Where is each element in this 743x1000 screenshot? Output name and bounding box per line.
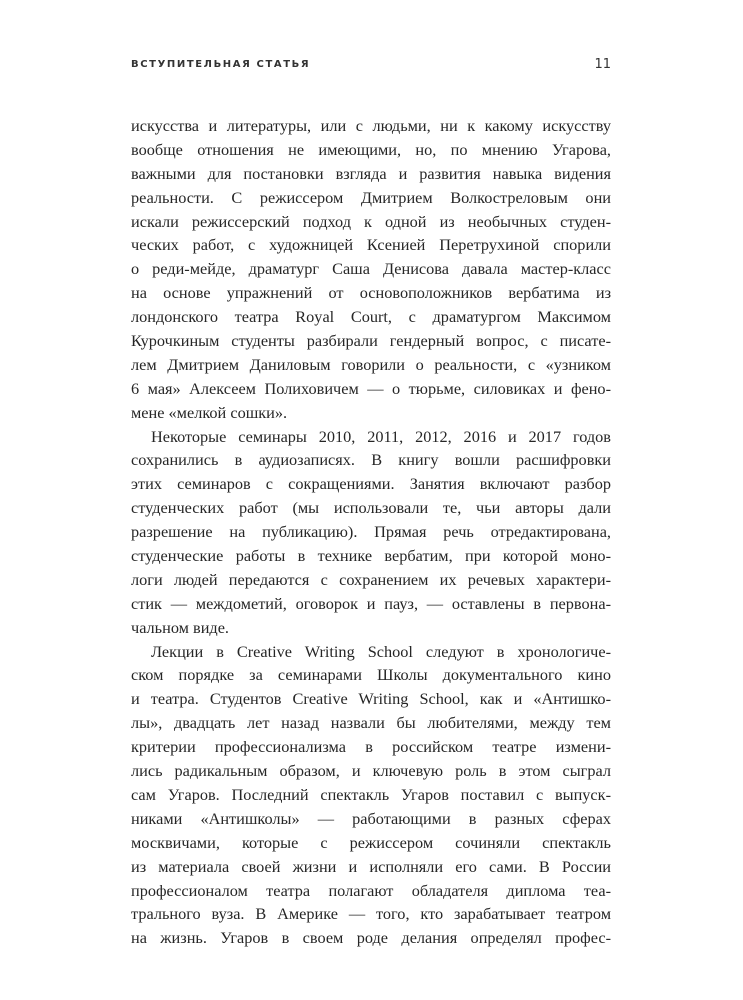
text-line: критерии профессионализма в российском театре измени- bbox=[131, 737, 611, 757]
text-line: важными для постановки взгляда и развития навыка видения bbox=[131, 163, 611, 183]
text-line: логи людей передаются с сохранением их речевых характери- bbox=[131, 569, 611, 589]
text-line: студенческие работы в технике вербатим, при которой моно- bbox=[131, 546, 611, 566]
text-line: вообще отношения не имеющими, но, по мнению Угарова, bbox=[131, 139, 611, 159]
text-line: и театра. Студентов Creative Writing School, как и «Антишко- bbox=[131, 689, 611, 709]
paragraph-first-line: Некоторые семинары 2010, 2011, 2012, 2016 и 2017 годов bbox=[151, 426, 611, 446]
body-text bbox=[131, 114, 611, 950]
text-line: искусства и литературы, или с людьми, ни к какому искусству bbox=[131, 116, 611, 135]
text-line: стик — междометий, оговорок и пауз, — оставлены в первона- bbox=[131, 593, 611, 613]
text-line: ческих работ, с художницей Ксенией Перетрухиной спорили bbox=[131, 235, 611, 255]
section-title: ВСТУПИТЕЛЬНАЯ СТАТЬЯ bbox=[131, 59, 311, 70]
text-line: реальности. С режиссером Дмитрием Волкостреловым они bbox=[131, 187, 611, 207]
text-line: лы», двадцать лет назад назвали бы любителями, между тем bbox=[131, 713, 611, 733]
text-line: лем Дмитрием Даниловым говорили о реальности, с «узником bbox=[131, 354, 611, 374]
text-line: 6 мая» Алексеем Полиховичем — о тюрьме, силовиках и фено- bbox=[131, 378, 611, 398]
text-line: разрешение на публикацию). Прямая речь отредактирована, bbox=[131, 522, 611, 542]
text-line: лись радикальным образом, и ключевую роль в этом сыграл bbox=[131, 761, 611, 781]
text-line: о реди-мейде, драматург Саша Денисова давала мастер-класс bbox=[131, 259, 611, 279]
page-number: 11 bbox=[594, 57, 611, 72]
text-line: этих семинаров с сокращениями. Занятия включают разбор bbox=[131, 474, 611, 494]
text-line: профессионалом театра полагают обладателя диплома теа- bbox=[131, 880, 611, 900]
text-line: из материала своей жизни и исполняли его сами. В России bbox=[131, 856, 611, 876]
text-line: трального вуза. В Америке — того, кто зарабатывает театром bbox=[131, 904, 611, 924]
text-line: сохранились в аудиозаписях. В книгу вошли расшифровки bbox=[131, 450, 611, 470]
text-line: на жизнь. Угаров в своем роде делания определял профес- bbox=[131, 928, 611, 948]
text-line: искали режиссерский подход к одной из необычных студен- bbox=[131, 211, 611, 231]
text-line: сам Угаров. Последний спектакль Угаров поставил с выпуск- bbox=[131, 784, 611, 804]
running-head bbox=[131, 59, 611, 75]
text-line: мене «мелкой сошки». bbox=[131, 402, 288, 422]
paragraph-first-line: Лекции в Creative Writing School следуют в хронологиче- bbox=[151, 641, 611, 661]
text-line: Курочкиным студенты разбирали гендерный вопрос, с писате- bbox=[131, 331, 611, 351]
text-line: ском порядке за семинарами Школы документального кино bbox=[131, 665, 611, 685]
text-line: на основе упражнений от основоположников вербатима из bbox=[131, 283, 611, 303]
text-line: лондонского театра Royal Court, с драматургом Максимом bbox=[131, 307, 611, 327]
text-line: никами «Антишколы» — работающими в разных сферах bbox=[131, 808, 611, 828]
text-line: чальном виде. bbox=[131, 617, 230, 637]
text-line: москвичами, которые с режиссером сочиняли спектакль bbox=[131, 832, 611, 852]
text-line: студенческих работ (мы использовали те, чьи авторы дали bbox=[131, 498, 611, 518]
